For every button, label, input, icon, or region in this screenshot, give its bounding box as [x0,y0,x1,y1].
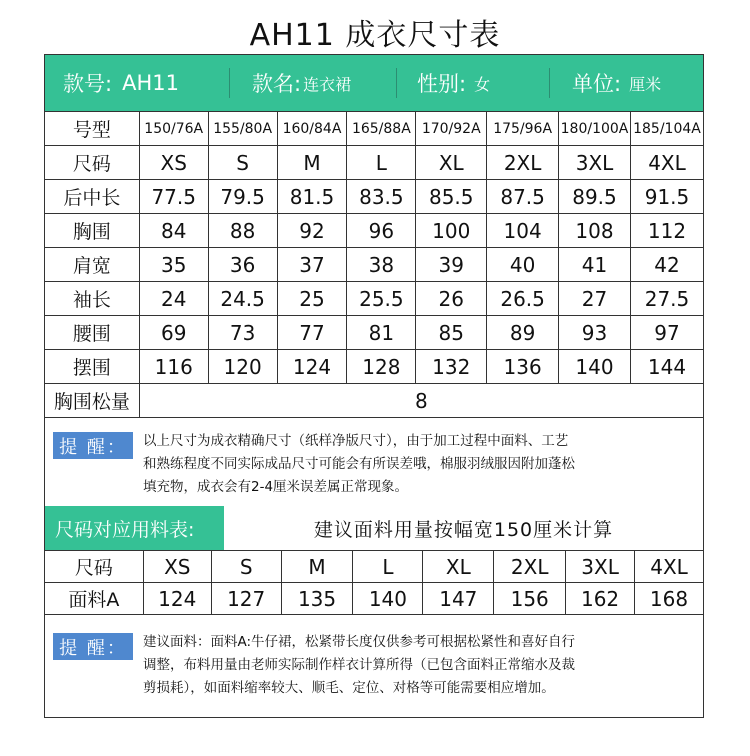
table-row [45,316,704,350]
cell: 155/80A [208,112,277,146]
cell: 25 [277,282,347,316]
page-title: AH11 成衣尺寸表 [249,18,501,53]
cell: 73 [208,316,277,350]
cell: S [208,146,277,180]
cell: 88 [208,214,277,248]
cell: 108 [559,214,631,248]
cell: 124 [277,350,347,384]
cell: XS [143,551,211,583]
cell: 87.5 [487,180,559,214]
table-row [45,282,704,316]
table-row [45,384,704,418]
cell: 140 [559,350,631,384]
reminder-text: 以上尺寸为成衣精确尺寸（纸样净版尺寸），由于加工过程中面料、工艺 和熟练程度不同实际成品尺寸可能会有所误差哦，棉服羽绒服因附加蓬松 填充物，成衣会有2-4厘米误差属正常现象。 [143,433,575,495]
reminder-badge: 提 醒： [53,432,133,459]
cell: 104 [487,214,559,248]
cell: 24 [139,282,208,316]
cell: 37 [277,248,347,282]
cell: 185/104A [630,112,703,146]
cell: 128 [347,350,416,384]
cell: 93 [559,316,631,350]
ease-value: 8 [139,384,703,418]
cell: 77 [277,316,347,350]
cell: 127 [211,583,281,615]
cell: 4XL [635,551,704,583]
cell: XL [416,146,487,180]
cell: 41 [559,248,631,282]
row-label: 胸围松量 [45,384,140,418]
cell: 175/96A [487,112,559,146]
cell: 69 [139,316,208,350]
table-row [45,180,704,214]
cell: 26.5 [487,282,559,316]
style-number: 款号: AH11 [63,71,179,96]
cell: 84 [139,214,208,248]
cell: 35 [139,248,208,282]
cell: 42 [630,248,703,282]
cell: 25.5 [347,282,416,316]
row-label: 腰围 [45,316,140,350]
cell: 77.5 [139,180,208,214]
cell: 36 [208,248,277,282]
cell: 85.5 [416,180,487,214]
cell: 81 [347,316,416,350]
table-row [45,350,704,384]
cell: 135 [281,583,353,615]
cell: 162 [566,583,635,615]
info-header-bar [45,55,703,111]
row-label: 摆围 [45,350,140,384]
table-row [45,214,704,248]
row-label: 号型 [45,112,140,146]
cell: XL [423,551,494,583]
cell: 3XL [559,146,631,180]
cell: L [347,146,416,180]
row-label: 尺码 [45,146,140,180]
cell: 27.5 [630,282,703,316]
cell: 124 [143,583,211,615]
cell: 116 [139,350,208,384]
cell: 140 [353,583,423,615]
row-label: 袖长 [45,282,140,316]
cell: 27 [559,282,631,316]
table-row [45,551,704,583]
cell: 40 [487,248,559,282]
cell: 170/92A [416,112,487,146]
cell: M [281,551,353,583]
cell: 97 [630,316,703,350]
table-row [45,146,704,180]
cell: 168 [635,583,704,615]
fabric-usage-bar [45,506,703,550]
cell: 89 [487,316,559,350]
cell: 156 [494,583,566,615]
cell: 150/76A [139,112,208,146]
table-row [45,248,704,282]
size-table [44,111,704,418]
cell: 2XL [494,551,566,583]
reminder-text: 建议面料：面料A:牛仔裙，松紧带长度仅供参考可根据松紧性和喜好自行 调整，布料用量由老师实际制作样衣计算所得（已包含面料正常缩水及裁 剪损耗），如面料缩率较大、顺毛、定位、对格等可能需要相应增加。 [143,634,576,696]
cell: 100 [416,214,487,248]
cell: 39 [416,248,487,282]
cell: S [211,551,281,583]
cell: 3XL [566,551,635,583]
cell: 165/88A [347,112,416,146]
fabric-reminder-note [45,621,703,717]
cell: 91.5 [630,180,703,214]
cell: 81.5 [277,180,347,214]
cell: L [353,551,423,583]
cell: 112 [630,214,703,248]
fabric-usage-title: 尺码对应用料表: [45,506,224,550]
style-name: 款名: 连衣裙 [252,72,352,96]
cell: 85 [416,316,487,350]
cell: 4XL [630,146,703,180]
cell: 96 [347,214,416,248]
cell: 38 [347,248,416,282]
unit: 单位: 厘米 [572,72,662,96]
cell: 136 [487,350,559,384]
cell: 79.5 [208,180,277,214]
cell: 2XL [487,146,559,180]
table-row [45,583,704,615]
row-label: 尺码 [45,551,144,583]
fabric-table [44,550,704,615]
cell: 120 [208,350,277,384]
cell: 83.5 [347,180,416,214]
reminder-note [45,424,703,508]
table-row [45,112,704,146]
cell: 147 [423,583,494,615]
cell: 89.5 [559,180,631,214]
cell: 26 [416,282,487,316]
row-label: 肩宽 [45,248,140,282]
fabric-usage-subtitle: 建议面料用量按幅宽150厘米计算 [313,518,614,541]
cell: 144 [630,350,703,384]
gender: 性别: 女 [417,72,491,96]
cell: 160/84A [277,112,347,146]
cell: 132 [416,350,487,384]
cell: XS [139,146,208,180]
cell: 180/100A [559,112,631,146]
cell: 92 [277,214,347,248]
row-label: 胸围 [45,214,140,248]
cell: 24.5 [208,282,277,316]
row-label: 面料A [45,583,144,615]
size-chart-frame [44,54,704,718]
cell: M [277,146,347,180]
reminder-badge: 提 醒： [53,633,133,660]
row-label: 后中长 [45,180,140,214]
